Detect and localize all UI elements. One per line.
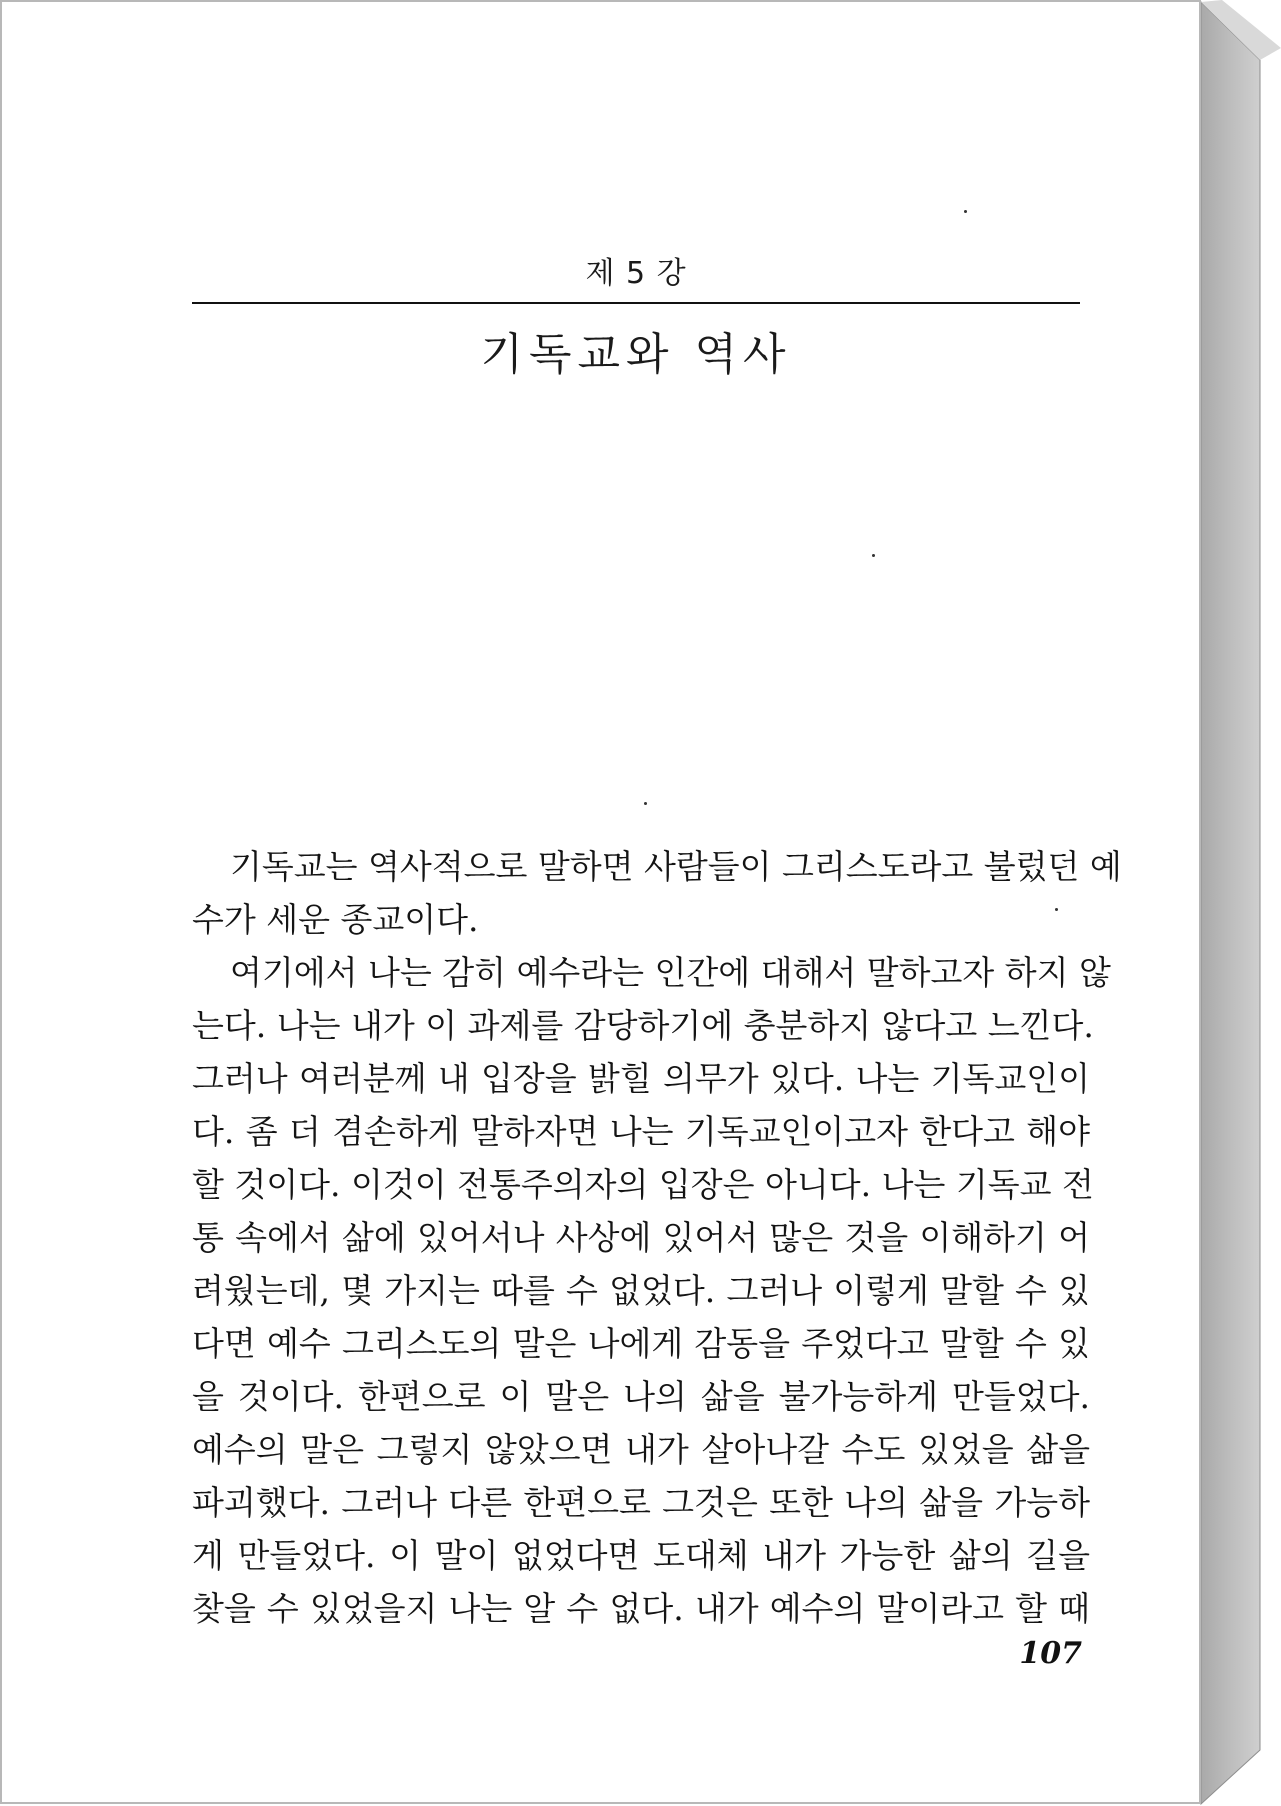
text-line: 려웠는데, 몇 가지는 따를 수 없었다. 그러나 이렇게 말할 수 있 <box>192 1271 1090 1310</box>
text-line: 파괴했다. 그러나 다른 한편으로 그것은 또한 나의 삶을 가능하 <box>192 1483 1090 1522</box>
page-number: 107 <box>1019 1636 1082 1671</box>
text-line: 기독교는 역사적으로 말하면 사람들이 그리스도라고 불렀던 예 <box>230 847 1122 886</box>
text-line: 다. 좀 더 겸손하게 말하자면 나는 기독교인이고자 한다고 해야 <box>192 1112 1090 1151</box>
scan-speck <box>644 802 647 805</box>
text-line: 그러나 여러분께 내 입장을 밝힐 의무가 있다. 나는 기독교인이 <box>192 1059 1090 1098</box>
text-line: 여기에서 나는 감히 예수라는 인간에 대해서 말하고자 하지 않 <box>230 953 1111 992</box>
text-line: 찾을 수 있었을지 나는 알 수 없다. 내가 예수의 말이라고 할 때 <box>192 1589 1090 1628</box>
scan-speck <box>1055 908 1058 911</box>
text-line: 는다. 나는 내가 이 과제를 감당하기에 충분하지 않다고 느낀다. <box>192 1006 1094 1045</box>
text-line: 다면 예수 그리스도의 말은 나에게 감동을 주었다고 말할 수 있 <box>192 1324 1090 1363</box>
text-line: 을 것이다. 한편으로 이 말은 나의 삶을 불가능하게 만들었다. <box>192 1377 1090 1416</box>
scan-speck <box>872 554 875 557</box>
body-text <box>192 840 1122 1635</box>
text-line: 예수의 말은 그렇지 않았으면 내가 살아나갈 수도 있었을 삶을 <box>192 1430 1090 1469</box>
scan-speck <box>964 210 967 213</box>
text-line: 할 것이다. 이것이 전통주의자의 입장은 아니다. 나는 기독교 전 <box>192 1165 1094 1204</box>
chapter-label: 제 5 강 <box>585 256 687 291</box>
text-line: 통 속에서 삶에 있어서나 사상에 있어서 많은 것을 이해하기 어 <box>192 1218 1090 1257</box>
text-line: 게 만들었다. 이 말이 없었다면 도대체 내가 가능한 삶의 길을 <box>192 1536 1090 1575</box>
text-line: 수가 세운 종교이다. <box>192 900 479 939</box>
chapter-rule <box>192 302 1080 304</box>
chapter-title: 기독교와 역사 <box>480 329 792 380</box>
